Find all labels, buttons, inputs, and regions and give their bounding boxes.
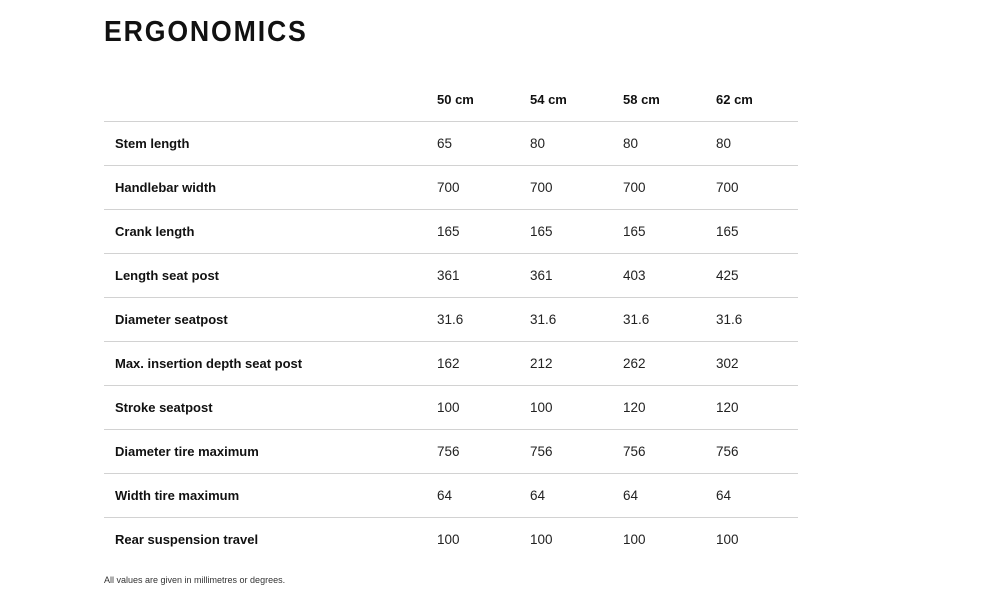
- table-cell: 165: [427, 210, 520, 254]
- table-cell: 64: [520, 474, 613, 518]
- table-cell: 100: [437, 532, 460, 547]
- row-label: Width tire maximum: [104, 474, 427, 518]
- table-cell: 65: [427, 122, 520, 166]
- row-label: Stem length: [104, 122, 427, 166]
- row-label: Stroke seatpost: [104, 386, 427, 430]
- table-cell: 162: [427, 342, 520, 386]
- table-cell: 403: [613, 254, 706, 298]
- table-row: [104, 342, 798, 386]
- table-cell: 64: [427, 474, 520, 518]
- table-cell: 100: [520, 386, 613, 430]
- row-label: Diameter tire maximum: [104, 430, 427, 474]
- table-cell: 700: [613, 166, 706, 210]
- table-cell: 100: [716, 532, 739, 547]
- table-cell: 302: [706, 342, 798, 386]
- table-cell: 120: [613, 386, 706, 430]
- table-cell: 212: [520, 342, 613, 386]
- table-cell: 165: [613, 210, 706, 254]
- table-row: [104, 474, 798, 518]
- header-empty-cell: [104, 77, 427, 122]
- table-cell: 425: [706, 254, 798, 298]
- table-cell: 100: [530, 532, 553, 547]
- column-header-size: 62 cm: [706, 77, 798, 122]
- table-cell: 756: [427, 430, 520, 474]
- page-title: ERGONOMICS: [104, 16, 308, 48]
- table-cell: 100: [623, 532, 646, 547]
- row-label: Rear suspension travel: [115, 532, 259, 547]
- table-cell: 64: [706, 474, 798, 518]
- table-row: [104, 254, 798, 298]
- table-cell: 756: [706, 430, 798, 474]
- table-header-row: [104, 77, 798, 122]
- table-row: [104, 298, 798, 342]
- table-cell: 31.6: [427, 298, 520, 342]
- table-cell: 361: [520, 254, 613, 298]
- table-cell: 120: [706, 386, 798, 430]
- table-row: [104, 122, 798, 166]
- table-cell: 31.6: [613, 298, 706, 342]
- table-cell: 700: [427, 166, 520, 210]
- table-cell: 700: [520, 166, 613, 210]
- table-cell: 80: [613, 122, 706, 166]
- table-cell: 700: [706, 166, 798, 210]
- row-label: Max. insertion depth seat post: [104, 342, 427, 386]
- table-cell: 64: [613, 474, 706, 518]
- table-cell: 361: [427, 254, 520, 298]
- table-cell: 80: [706, 122, 798, 166]
- row-label: Diameter seatpost: [104, 298, 427, 342]
- footnote: All values are given in millimetres or degrees.: [104, 575, 286, 585]
- table-cell: 165: [706, 210, 798, 254]
- table-cell: 31.6: [520, 298, 613, 342]
- table-cell: 31.6: [706, 298, 798, 342]
- table-row: [104, 166, 798, 210]
- table-cell: 80: [520, 122, 613, 166]
- row-label: Crank length: [104, 210, 427, 254]
- row-label: Length seat post: [104, 254, 427, 298]
- table-row: [104, 518, 798, 562]
- row-label: Handlebar width: [104, 166, 427, 210]
- ergonomics-table: [104, 77, 798, 561]
- table-cell: 100: [427, 386, 520, 430]
- column-header-size: 58 cm: [613, 77, 706, 122]
- column-header-size: 50 cm: [427, 77, 520, 122]
- column-header-size: 54 cm: [520, 77, 613, 122]
- table-row: [104, 210, 798, 254]
- table-cell: 756: [613, 430, 706, 474]
- table-row: [104, 386, 798, 430]
- table-cell: 756: [520, 430, 613, 474]
- table-row: [104, 430, 798, 474]
- table-cell: 165: [520, 210, 613, 254]
- table-cell: 262: [613, 342, 706, 386]
